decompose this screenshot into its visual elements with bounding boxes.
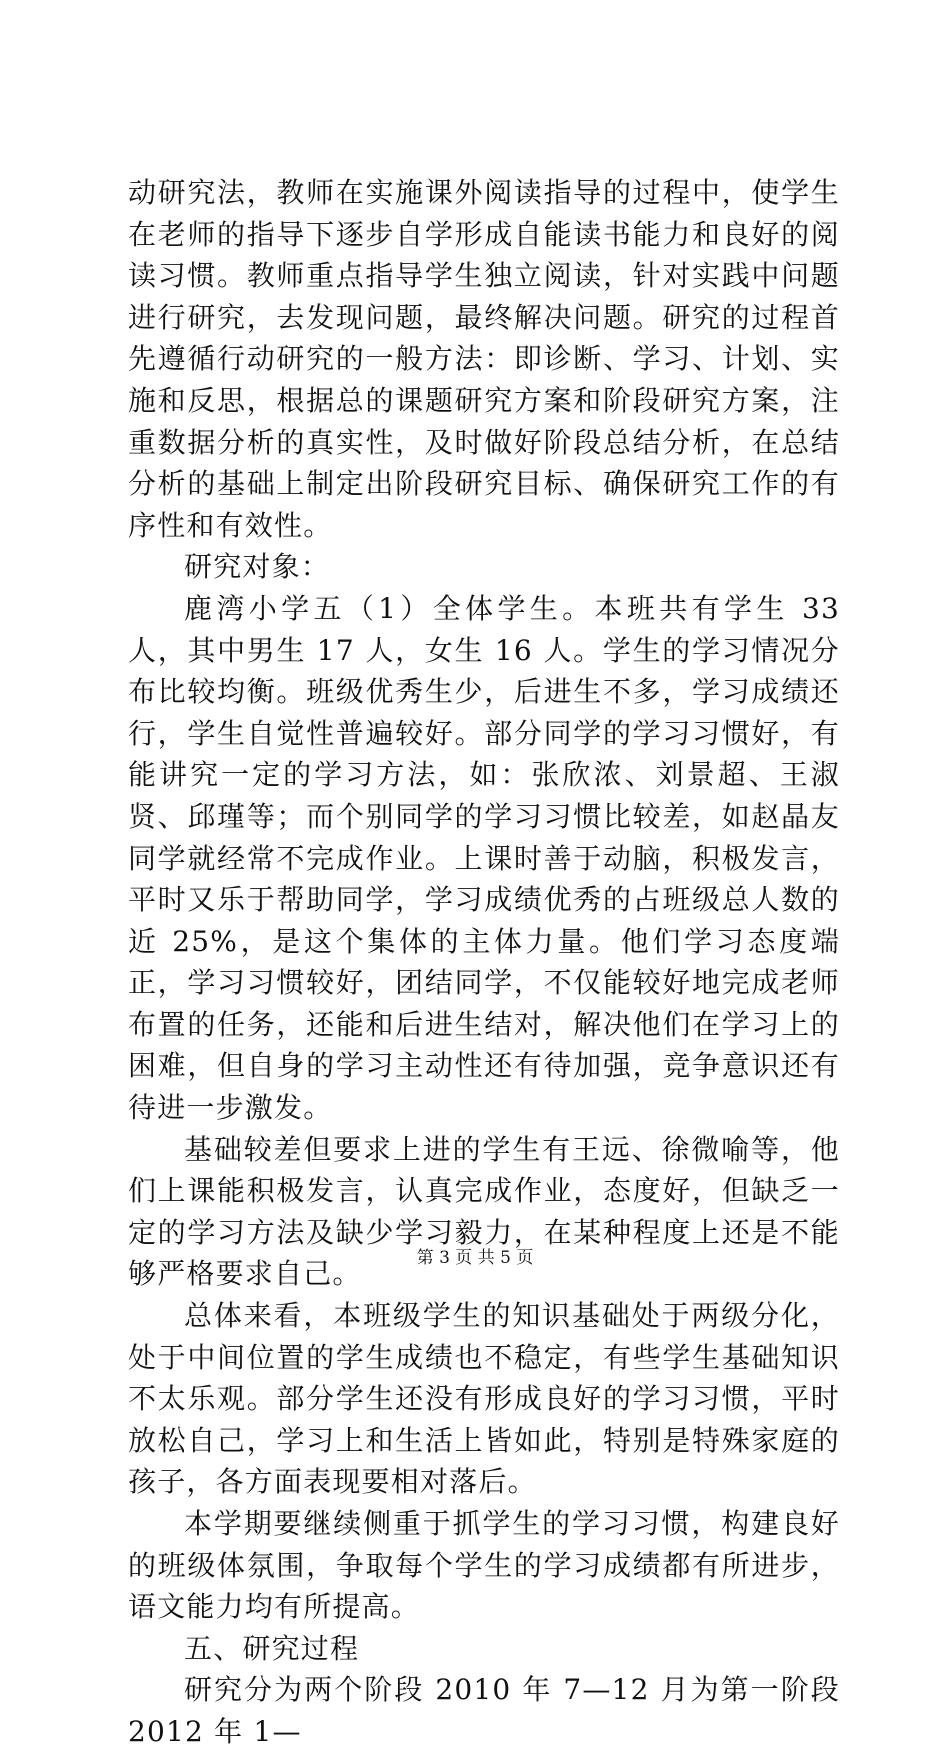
paragraph-research-stages: 研究分为两个阶段 2010 年 7—12 月为第一阶段 2012 年 1— bbox=[128, 1673, 851, 1748]
paragraph-1: 动研究法，教师在实施课外阅读指导的过程中，使学生在老师的指导下逐步自学形成自能读书能力和良好的阅读习惯。教师重点指导学生独立阅读，针对实践中问题进行研究，去发现问题，最终解决问题。研究的过程首先遵循行动研究的一般方法：即诊断、学习、计划、实施和反思，根据总的课题研究方案和阶段研究方案，注重数据分析的真实性，及时做好阶段总结分析，在总结分析的基础上制定出阶段研究目标、确保研究工作的有序性和有效性。 bbox=[128, 176, 840, 542]
paragraph-semester-goal: 本学期要继续侧重于抓学生的学习习惯，构建良好的班级体氛围，争取每个学生的学习成绩都有所进步，语文能力均有所提高。 bbox=[128, 1507, 840, 1624]
section-heading-research-process: 五、研究过程 bbox=[184, 1631, 360, 1665]
page-footer: 第 3 页 共 5 页 bbox=[416, 1248, 534, 1268]
paragraph-research-subject-heading: 研究对象： bbox=[184, 550, 331, 584]
paragraph-class-overview: 鹿湾小学五（1）全体学生。本班共有学生 33 人，其中男生 17 人，女生 16 人。学生的学习情况分布比较均衡。班级优秀生少，后进生不多，学习成绩还行，学生自觉性普遍较好。部分同学的学习习惯好，有能讲究一定的学习方法，如：张欣浓、刘景超、王淑贤、邱瑾等；而个别同学的学习习惯比较差，如赵晶友同学就经常不完成作业。上课时善于动脑，积极发言，平时又乐于帮助同学，学习成绩优秀的占班级总人数的近 25%，是这个集体的主体力量。他们学习态度端正，学习习惯较好，团结同学，不仅能较好地完成老师布置的任务，还能和后进生结对，解决他们在学习上的困难，但自身的学习主动性还有待加强，竞争意识还有待进一步激发。 bbox=[128, 591, 851, 1125]
paragraph-weak-students: 基础较差但要求上进的学生有王远、徐微喻等，他们上课能积极发言，认真完成作业，态度好，但缺乏一定的学习方法及缺少学习毅力，在某种程度上还是不能够严格要求自己。 bbox=[128, 1132, 840, 1291]
document-body bbox=[128, 172, 851, 1753]
paragraph-overall-view: 总体来看，本班级学生的知识基础处于两级分化，处于中间位置的学生成绩也不稳定，有些学生基础知识不太乐观。部分学生还没有形成良好的学习习惯，平时放松自己，学习上和生活上皆如此，特别是特殊家庭的孩子，各方面表现要相对落后。 bbox=[128, 1299, 840, 1499]
